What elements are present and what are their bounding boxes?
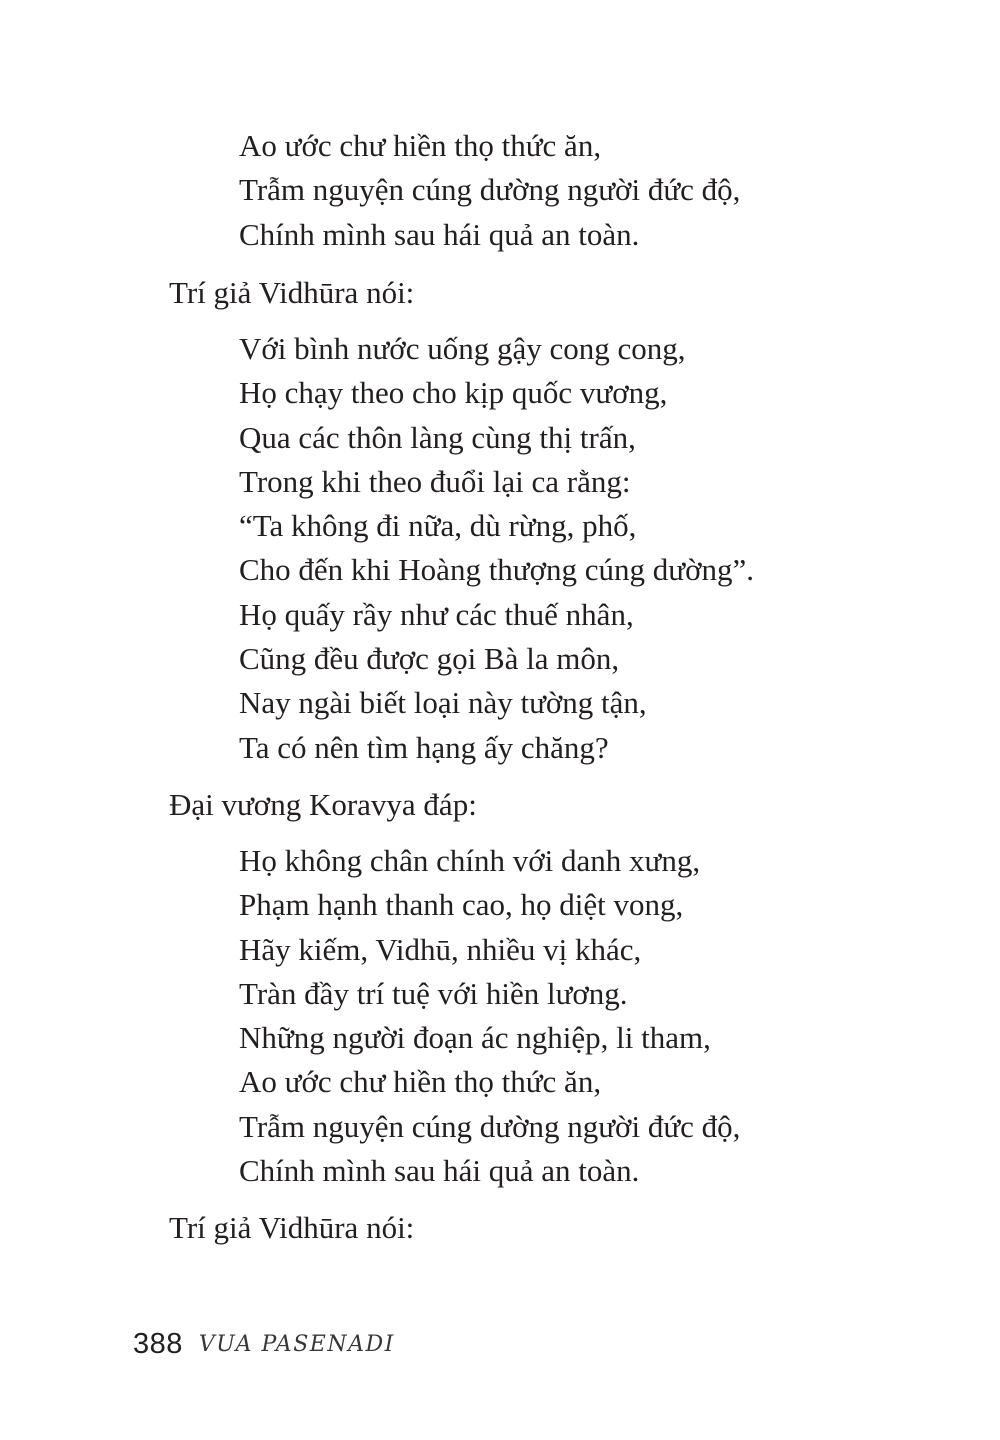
page-footer: [133, 1322, 395, 1366]
verse-line: Ao ước chư hiền thọ thức ăn,: [239, 128, 602, 163]
verse-stanza-3: [239, 839, 740, 1193]
verse-line: “Ta không đi nữa, dù rừng, phố,: [239, 508, 637, 544]
verse-line: Tràn đầy trí tuệ với hiền lương.: [239, 975, 628, 1011]
verse-line: Trẫm nguyện cúng dường người đức độ,: [239, 172, 741, 208]
verse-line: Họ quấy rầy như các thuế nhân,: [239, 596, 634, 632]
verse-line: Ao ước chư hiền thọ thức ăn,: [239, 1064, 602, 1100]
verse-line: Họ chạy theo cho kịp quốc vương,: [239, 375, 668, 411]
verse-line: Với bình nước uống gậy cong cong,: [239, 331, 686, 366]
verse-line: Trong khi theo đuổi lại ca rằng:: [239, 463, 631, 499]
verse-line: Cho đến khi Hoàng thượng cúng dường”.: [239, 552, 754, 588]
verse-line: Phạm hạnh thanh cao, họ diệt vong,: [239, 887, 684, 923]
verse-line: Nay ngài biết loại này tường tận,: [239, 685, 647, 721]
verse-line: Cũng đều được gọi Bà la môn,: [239, 641, 620, 677]
verse-line: Chính mình sau hái quả an toàn.: [239, 1153, 640, 1189]
verse-line: Chính mình sau hái quả an toàn.: [239, 216, 640, 252]
speaker-line: Trí giả Vidhūra nói:: [169, 275, 415, 310]
verse-line: Trẫm nguyện cúng dường người đức độ,: [239, 1108, 741, 1144]
running-title: VUA PASENADI: [198, 1331, 395, 1357]
verse-line: Ta có nên tìm hạng ấy chăng?: [239, 729, 609, 765]
verse-line: Họ không chân chính với danh xưng,: [239, 843, 701, 878]
verse-line: Qua các thôn làng cùng thị trấn,: [239, 419, 636, 455]
verse-line: Hãy kiếm, Vidhū, nhiều vị khác,: [239, 931, 642, 967]
speaker-line: Trí giả Vidhūra nói:: [169, 1210, 415, 1245]
page-number: 388: [133, 1327, 183, 1360]
verse-stanza-2: [239, 327, 754, 770]
verse-stanza-1: [239, 124, 740, 257]
verse-line: Những người đoạn ác nghiệp, li tham,: [239, 1020, 711, 1056]
speaker-line: Đại vương Koravya đáp:: [169, 787, 477, 822]
